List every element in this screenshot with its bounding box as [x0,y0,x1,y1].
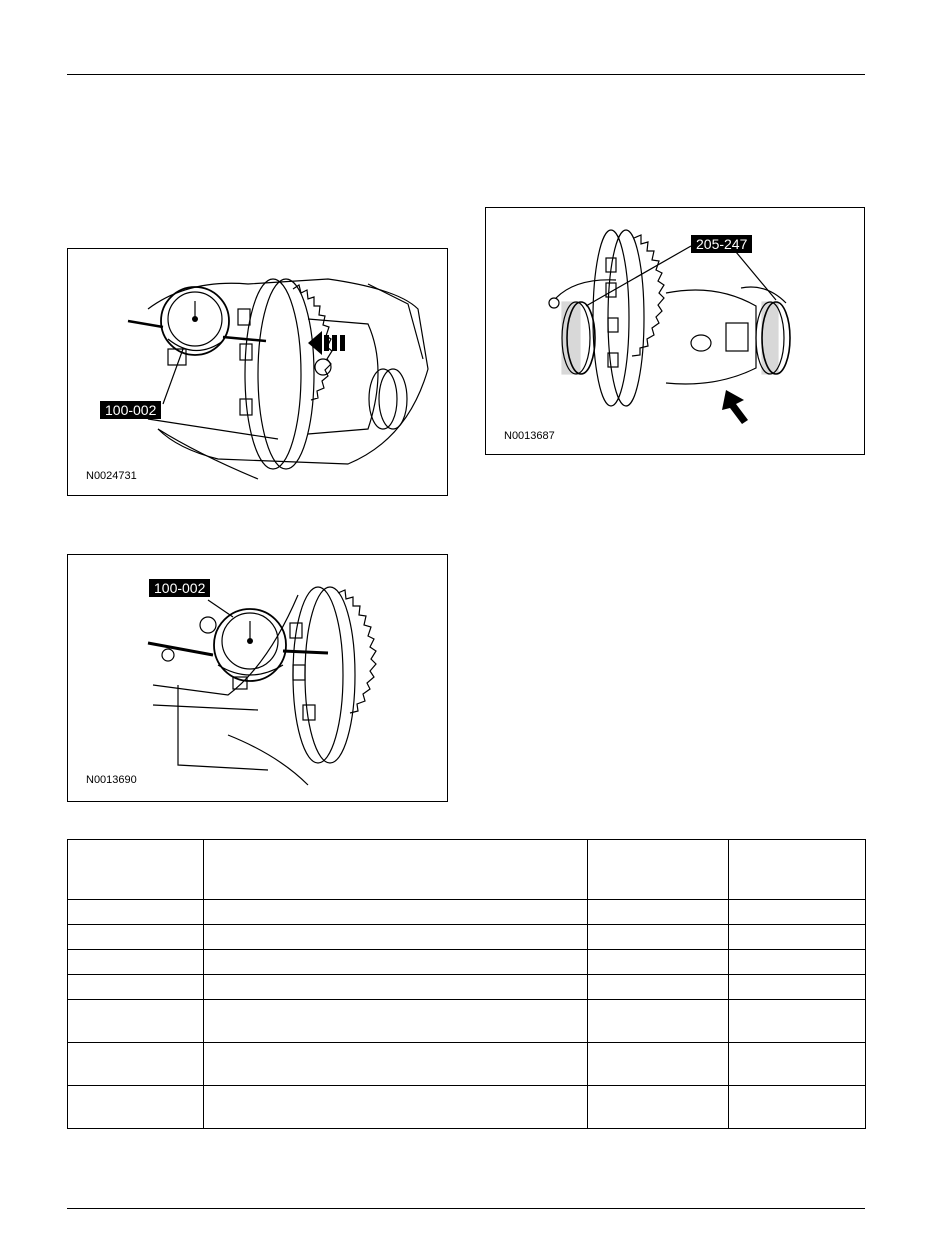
table-cell [729,900,866,925]
table-cell [204,925,588,950]
table-cell [588,840,729,900]
table-cell [588,925,729,950]
table-cell [729,1086,866,1129]
table-cell [204,900,588,925]
table-row [68,950,866,975]
table-cell [68,1043,204,1086]
header-rule [67,74,865,75]
table-cell [729,840,866,900]
table-cell [68,1086,204,1129]
figure-n0013687 [485,207,865,455]
table-cell [68,900,204,925]
figure-n0024731 [67,248,448,496]
differential-bearing-illustration [486,208,866,456]
table-cell [588,1000,729,1043]
table-cell [204,1043,588,1086]
table-cell [588,900,729,925]
table-cell [729,950,866,975]
table-header-row [68,840,866,900]
table-row [68,1000,866,1043]
table-cell [68,950,204,975]
table-row [68,925,866,950]
table-cell [588,975,729,1000]
table-cell [588,1043,729,1086]
table-row [68,1043,866,1086]
table-row [68,900,866,925]
table-cell [68,925,204,950]
table-cell [729,1000,866,1043]
ring-gear-dial-indicator-illustration [68,555,449,803]
table-cell [68,975,204,1000]
figure-id: N0013690 [86,774,137,786]
figure-callout: 205-247 [691,235,752,253]
differential-dial-indicator-illustration [68,249,449,497]
figure-callout: 100-002 [100,401,161,419]
figure-n0013690 [67,554,448,802]
specification-table [67,839,866,1129]
table-cell [68,1000,204,1043]
table-cell [204,840,588,900]
table-cell [729,1043,866,1086]
table-cell [729,925,866,950]
footer-rule [67,1208,865,1209]
table-row [68,1086,866,1129]
table-cell [204,1086,588,1129]
table-cell [588,950,729,975]
figure-id: N0024731 [86,470,137,482]
table-cell [68,840,204,900]
table-row [68,975,866,1000]
table-cell [204,975,588,1000]
figure-id: N0013687 [504,430,555,442]
table-cell [204,950,588,975]
table-cell [204,1000,588,1043]
table-cell [588,1086,729,1129]
table-cell [729,975,866,1000]
figure-callout: 100-002 [149,579,210,597]
